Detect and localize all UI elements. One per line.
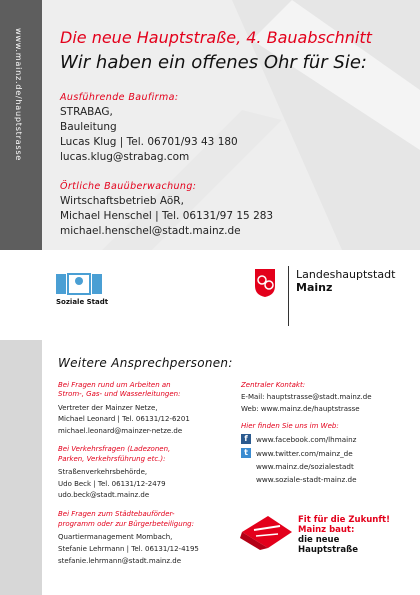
work-line-1: Vertreter der Mainzer Netze,: [58, 404, 158, 412]
soziale-stadt-label: Soziale Stadt: [56, 298, 109, 306]
work-email[interactable]: michael.leonard@mainzer-netze.de: [58, 427, 183, 435]
city-logo-text: [296, 268, 395, 294]
facebook-link[interactable]: www.facebook.com/lhmainz: [256, 435, 357, 444]
city-logo-line2: Mainz: [296, 281, 333, 294]
campaign-line4: Hauptstraße: [298, 545, 358, 555]
campaign-line2: Mainz baut:: [298, 525, 355, 535]
urban-line-1: Quartiermanagement Mombach,: [58, 533, 173, 541]
supervision-company: Wirtschaftsbetrieb AöR,: [60, 195, 184, 207]
traffic-line-2: Udo Beck | Tel. 06131/12-2479: [58, 480, 166, 488]
web-label: Hier finden Sie uns im Web:: [241, 422, 339, 430]
city-logo-line1: Landeshauptstadt: [296, 268, 396, 281]
central-web[interactable]: Web: www.mainz.de/hauptstrasse: [241, 405, 360, 413]
central-label: Zentraler Kontakt:: [241, 381, 306, 389]
contractor-company: STRABAG,: [60, 106, 113, 118]
supervision-email[interactable]: michael.henschel@stadt.mainz.de: [60, 225, 241, 237]
mainz-crest-icon: [254, 268, 276, 298]
traffic-label-2: Parken, Verkehrsführung etc.):: [58, 455, 166, 463]
sidebar-mid-band: [0, 250, 42, 340]
sidebar-url-text: www.mainz.de/hauptstrasse: [14, 28, 24, 162]
twitter-link[interactable]: www.twitter.com/mainz_de: [256, 449, 353, 458]
sidebar: [0, 0, 42, 595]
traffic-email[interactable]: udo.beck@stadt.mainz.de: [58, 491, 150, 499]
page-title: Die neue Hauptstraße, 4. Bauabschnitt: [60, 28, 372, 47]
contractor-email[interactable]: lucas.klug@strabag.com: [60, 151, 190, 163]
supervision-label: Örtliche Bauüberwachung:: [60, 181, 197, 192]
contractor-phone: Lucas Klug | Tel. 06701/93 43 180: [60, 136, 238, 148]
contractor-dept: Bauleitung: [60, 121, 117, 133]
campaign-line1: Fit für die Zukunft!: [298, 515, 390, 525]
twitter-icon[interactable]: t: [241, 448, 251, 458]
traffic-line-1: Straßenverkehrsbehörde,: [58, 468, 148, 476]
contractor-label: Ausführende Baufirma:: [60, 92, 179, 103]
logo-divider: [288, 266, 289, 326]
soziale-stadt-site-link[interactable]: www.soziale-stadt-mainz.de: [256, 475, 357, 484]
supervision-phone: Michael Henschel | Tel. 06131/97 15 283: [60, 210, 274, 222]
urban-label-2: programm oder zur Bürgerbeteiligung:: [58, 520, 194, 528]
traffic-label-1: Bei Verkehrsfragen (Ladezonen,: [58, 445, 171, 453]
social-city-link[interactable]: www.mainz.de/sozialestadt: [256, 462, 354, 471]
work-line-2: Michael Leonard | Tel. 06131/12-6201: [58, 415, 190, 423]
work-label-2: Strom-, Gas- und Wasserleitungen:: [58, 390, 181, 398]
central-email[interactable]: E-Mail: hauptstrasse@stadt.mainz.de: [241, 393, 372, 401]
facebook-icon[interactable]: f: [241, 434, 251, 444]
soziale-stadt-logo-icon: [55, 272, 103, 296]
fit-fuer-die-zukunft-logo-icon: [240, 512, 294, 552]
campaign-text: [298, 515, 390, 555]
urban-line-2: Stefanie Lehrmann | Tel. 06131/12-4195: [58, 545, 199, 553]
page-subtitle: Wir haben ein offenes Ohr für Sie:: [60, 52, 367, 73]
campaign-line3: die neue: [298, 535, 340, 545]
urban-email[interactable]: stefanie.lehrmann@stadt.mainz.de: [58, 557, 182, 565]
sidebar-bottom-band: [0, 340, 42, 595]
contacts-heading: Weitere Ansprechpersonen:: [58, 356, 233, 370]
urban-label-1: Bei Fragen zum Städtebauförder-: [58, 510, 175, 518]
work-label-1: Bei Fragen rund um Arbeiten an: [58, 381, 171, 389]
